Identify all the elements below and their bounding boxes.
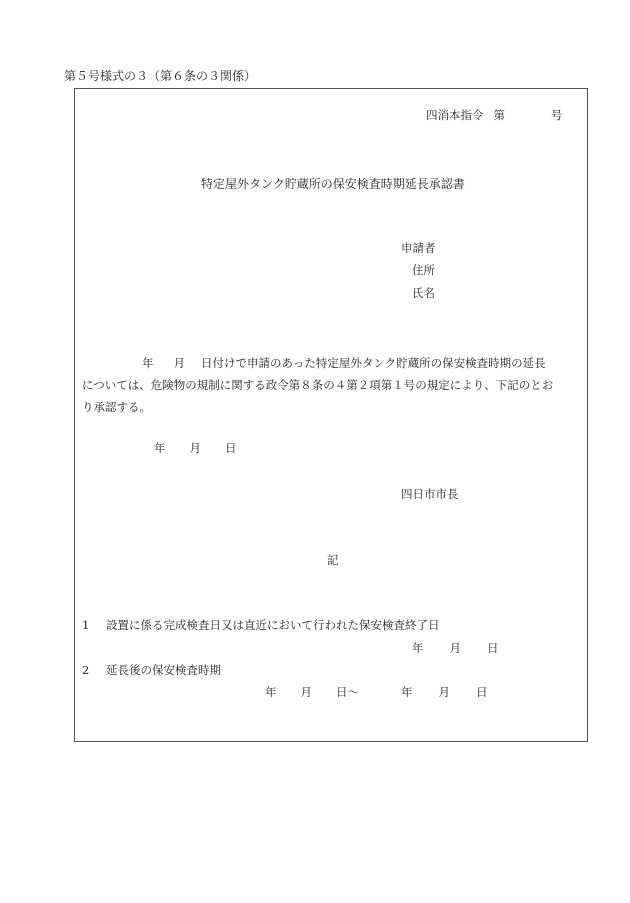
item-1-date [412,643,499,655]
item-2 [82,665,221,677]
issuer-name: 四日市市長 [401,487,459,501]
item-2-from-year: 年 [265,685,277,699]
applicant-label: 申請者 [401,241,436,255]
ref-prefix: 四消本指令 [426,108,484,122]
body-line-1-text: 日付けで申請のあった特定屋外タンク貯蔵所の保安検査時期の延長 [201,356,546,370]
ref-dai: 第 [493,108,505,122]
date-year: 年 [154,441,166,455]
body-line-1 [82,352,582,374]
item-2-number: 2 [82,663,90,677]
body-line-2: については、危険物の規制に関する政令第８条の４第２項第１号の規定により、下記のとお [82,378,554,392]
approval-date [154,443,237,455]
item-2-text: 延長後の保安検査時期 [106,663,221,677]
date-month: 月 [189,441,201,455]
reference-number [426,110,563,122]
approval-body [82,352,582,418]
item-2-to-month: 月 [438,685,450,699]
item-1-month: 月 [449,641,461,655]
item-2-date-range [265,687,488,699]
item-2-from-day: 日～ [336,685,359,699]
address-label: 住所 [412,263,435,277]
body-year: 年 [142,356,154,370]
body-line-3: り承認する。 [82,400,151,414]
item-2-from-month: 月 [300,685,312,699]
ref-go: 号 [551,108,563,122]
item-1-number: 1 [82,618,90,632]
item-2-to-day: 日 [476,685,488,699]
name-label: 氏名 [412,286,435,300]
form-label: 第５号様式の３（第６条の３関係） [64,69,257,83]
document-title: 特定屋外タンク貯蔵所の保安検査時期延長承認書 [201,177,465,191]
item-1-day: 日 [487,641,499,655]
item-1-text: 設置に係る完成検査日又は直近において行われた保安検査終了日 [106,618,440,632]
item-2-to-year: 年 [401,685,413,699]
ki-heading: 記 [327,553,339,567]
date-day: 日 [225,441,237,455]
item-1-year: 年 [412,641,424,655]
body-month: 月 [173,356,185,370]
item-1 [82,620,440,632]
